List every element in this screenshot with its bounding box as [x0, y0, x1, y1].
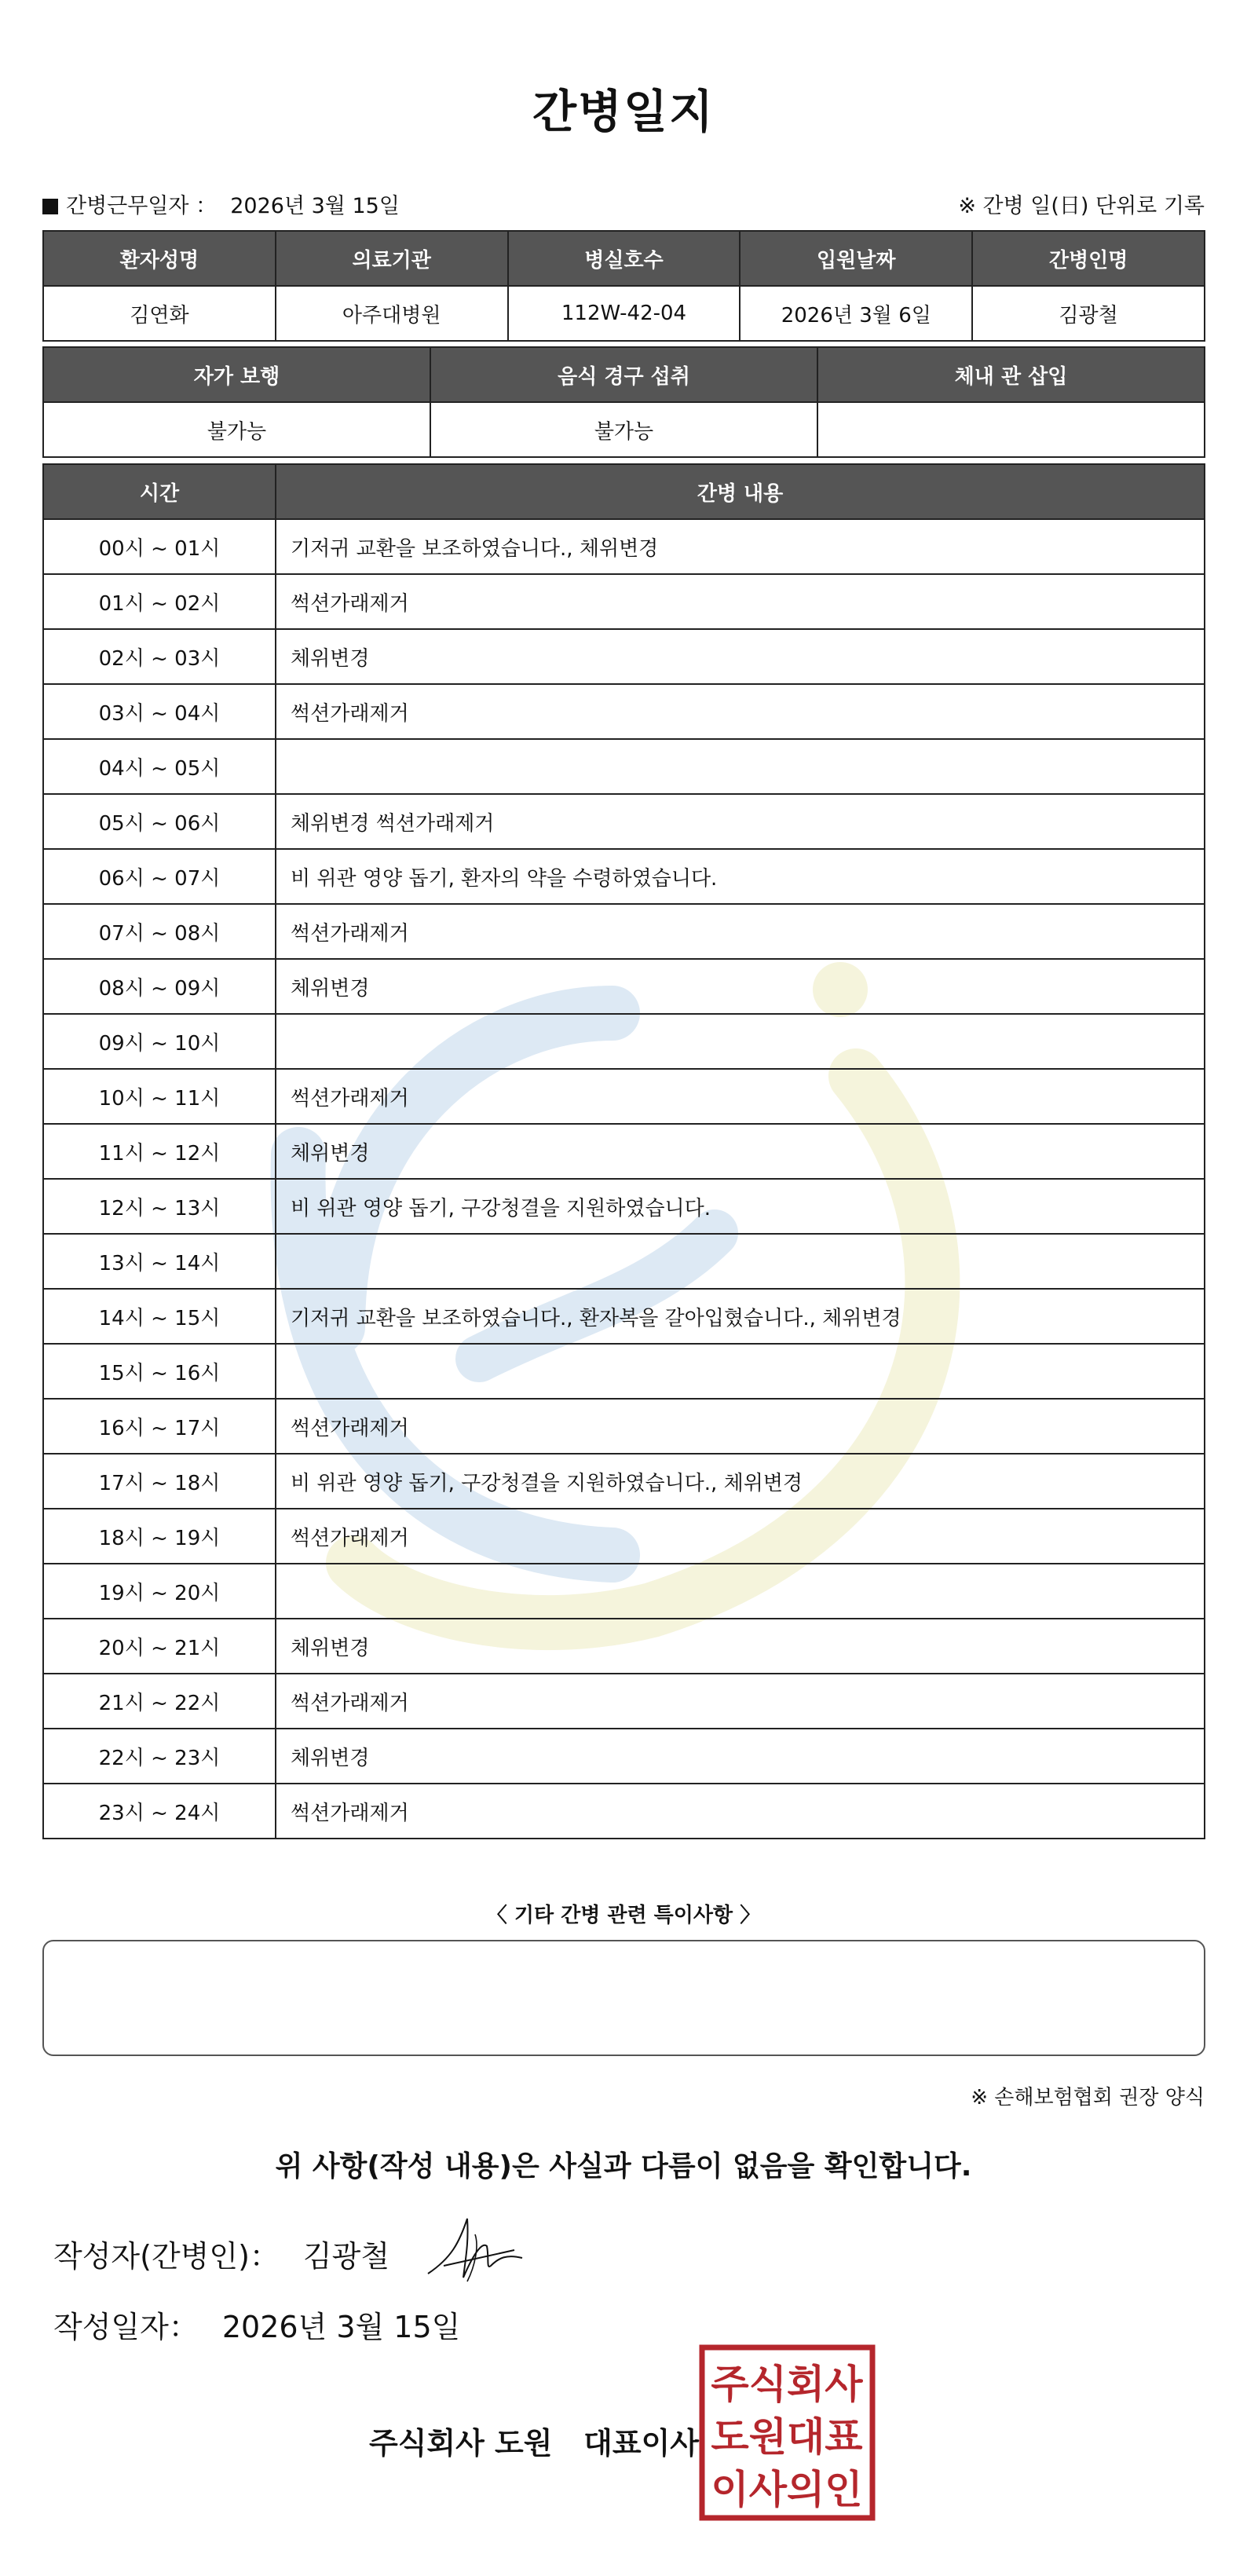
- care-row: [43, 519, 1205, 574]
- care-row: [43, 684, 1205, 739]
- care-row: [43, 1454, 1205, 1509]
- care-row-time: 13시 ~ 14시: [43, 1234, 276, 1289]
- care-row-time: 04시 ~ 05시: [43, 739, 276, 794]
- care-row: [43, 1069, 1205, 1124]
- header-oral-intake: 음식 경구 섭취: [430, 347, 817, 402]
- care-row-time: 06시 ~ 07시: [43, 849, 276, 904]
- care-row-time: 18시 ~ 19시: [43, 1509, 276, 1564]
- care-row-time: 09시 ~ 10시: [43, 1014, 276, 1069]
- seal-line-1: 주식회사: [711, 2362, 863, 2407]
- header-hospital: 의료기관: [276, 231, 508, 286]
- care-schedule-table: [42, 463, 1205, 1839]
- care-row: [43, 1179, 1205, 1234]
- notes-title: 〈 기타 간병 관련 특이사항 〉: [486, 1904, 761, 1927]
- work-date-value: 2026년 3월 15일: [230, 194, 400, 218]
- writer-label: 작성자(간병인)：: [53, 2239, 280, 2274]
- care-row: [43, 629, 1205, 684]
- seal-line-3: 이사의인: [711, 2467, 863, 2512]
- writer-line: [53, 2232, 389, 2275]
- care-row-time: 21시 ~ 22시: [43, 1674, 276, 1729]
- care-row-content: 썩션가래제거: [276, 1399, 1205, 1454]
- care-row-content: 썩션가래제거: [276, 684, 1205, 739]
- patient-status-table: [42, 346, 1205, 458]
- care-row-time: 03시 ~ 04시: [43, 684, 276, 739]
- care-row-content: 썩션가래제거: [276, 1674, 1205, 1729]
- patient-name: 김연화: [43, 286, 276, 341]
- care-row-content: 썩션가래제거: [276, 574, 1205, 629]
- care-row-content: 비 위관 영양 돕기, 환자의 약을 수령하였습니다.: [276, 849, 1205, 904]
- care-row: [43, 739, 1205, 794]
- work-date-label: 간병근무일자 ：: [66, 194, 218, 218]
- care-row-content: 비 위관 영양 돕기, 구강청결을 지원하였습니다., 체위변경: [276, 1454, 1205, 1509]
- care-row-content: 기저귀 교환을 보조하였습니다., 체위변경: [276, 519, 1205, 574]
- care-row: [43, 794, 1205, 849]
- care-row-time: 01시 ~ 02시: [43, 574, 276, 629]
- header-admission-date: 입원날짜: [740, 231, 972, 286]
- work-date-line: [42, 188, 400, 219]
- care-row: [43, 1344, 1205, 1399]
- care-row-content: [276, 1564, 1205, 1619]
- header-patient-name: 환자성명: [43, 231, 276, 286]
- care-row-time: 05시 ~ 06시: [43, 794, 276, 849]
- seal-line-2: 도원대표: [711, 2414, 863, 2460]
- care-row-content: 썩션가래제거: [276, 1784, 1205, 1839]
- care-row: [43, 1619, 1205, 1674]
- patient-info-table: [42, 230, 1205, 342]
- confirm-statement: 위 사항(작성 내용)은 사실과 다름이 없음을 확인합니다.: [275, 2150, 972, 2183]
- care-row-time: 10시 ~ 11시: [43, 1069, 276, 1124]
- room-number: 112W-42-04: [508, 286, 741, 341]
- care-row: [43, 1674, 1205, 1729]
- care-row-content: 비 위관 영양 돕기, 구강청결을 지원하였습니다.: [276, 1179, 1205, 1234]
- care-row-content: 체위변경 썩션가래제거: [276, 794, 1205, 849]
- page-title: 간병일지: [532, 85, 715, 138]
- care-row-time: 17시 ~ 18시: [43, 1454, 276, 1509]
- care-row-content: 썩션가래제거: [276, 904, 1205, 959]
- hospital-name: 아주대병원: [276, 286, 508, 341]
- care-row: [43, 1564, 1205, 1619]
- header-care-content: 간병 내용: [276, 464, 1205, 519]
- care-row-content: [276, 1234, 1205, 1289]
- care-row-time: 11시 ~ 12시: [43, 1124, 276, 1179]
- care-row-time: 20시 ~ 21시: [43, 1619, 276, 1674]
- care-row-content: 체위변경: [276, 959, 1205, 1014]
- care-row-content: 체위변경: [276, 1124, 1205, 1179]
- care-row: [43, 1399, 1205, 1454]
- care-row-time: 00시 ~ 01시: [43, 519, 276, 574]
- care-row-time: 14시 ~ 15시: [43, 1289, 276, 1344]
- header-room: 병실호수: [508, 231, 741, 286]
- company-seal-stamp: [699, 2344, 876, 2521]
- care-row-time: 16시 ~ 17시: [43, 1399, 276, 1454]
- care-row-time: 19시 ~ 20시: [43, 1564, 276, 1619]
- care-row: [43, 1234, 1205, 1289]
- care-row-time: 02시 ~ 03시: [43, 629, 276, 684]
- care-row-content: 체위변경: [276, 1729, 1205, 1784]
- care-row: [43, 1289, 1205, 1344]
- header-self-walking: 자가 보행: [43, 347, 430, 402]
- care-row-time: 12시 ~ 13시: [43, 1179, 276, 1234]
- notes-box: [42, 1940, 1205, 2056]
- header-caregiver: 간병인명: [972, 231, 1205, 286]
- care-row-content: 썩션가래제거: [276, 1069, 1205, 1124]
- caregiver-name: 김광철: [972, 286, 1205, 341]
- care-row: [43, 1014, 1205, 1069]
- care-row-time: 23시 ~ 24시: [43, 1784, 276, 1839]
- header-time: 시간: [43, 464, 276, 519]
- writer-name: 김광철: [302, 2239, 390, 2274]
- care-row-time: 08시 ~ 09시: [43, 959, 276, 1014]
- care-row-content: 썩션가래제거: [276, 1509, 1205, 1564]
- care-row: [43, 1729, 1205, 1784]
- written-date-line: [53, 2303, 460, 2346]
- care-row: [43, 574, 1205, 629]
- care-row-content: [276, 1014, 1205, 1069]
- unit-note: ※ 간병 일(日) 단위로 기록: [958, 194, 1205, 218]
- care-row-time: 22시 ~ 23시: [43, 1729, 276, 1784]
- header-tube-insertion: 체내 관 삽입: [817, 347, 1205, 402]
- company-representative: 주식회사 도원 대표이사: [369, 2426, 699, 2461]
- square-bullet-icon: [42, 199, 58, 214]
- signature-image: [420, 2211, 530, 2289]
- care-row-content: 체위변경: [276, 629, 1205, 684]
- care-row: [43, 1784, 1205, 1839]
- written-date-value: 2026년 3월 15일: [221, 2310, 461, 2344]
- self-walking-value: 불가능: [43, 402, 430, 457]
- care-row: [43, 849, 1205, 904]
- care-row-content: 체위변경: [276, 1619, 1205, 1674]
- recommend-note: ※ 손해보험협회 권장 양식: [971, 2086, 1205, 2109]
- written-date-label: 작성일자：: [53, 2310, 199, 2344]
- care-row: [43, 904, 1205, 959]
- tube-insertion-value: [817, 402, 1205, 457]
- care-row: [43, 1124, 1205, 1179]
- oral-intake-value: 불가능: [430, 402, 817, 457]
- care-row: [43, 959, 1205, 1014]
- care-row-content: [276, 1344, 1205, 1399]
- admission-date: 2026년 3월 6일: [740, 286, 972, 341]
- care-row-time: 15시 ~ 16시: [43, 1344, 276, 1399]
- care-row-content: 기저귀 교환을 보조하였습니다., 환자복을 갈아입혔습니다., 체위변경: [276, 1289, 1205, 1344]
- care-row-content: [276, 739, 1205, 794]
- care-row-time: 07시 ~ 08시: [43, 904, 276, 959]
- care-row: [43, 1509, 1205, 1564]
